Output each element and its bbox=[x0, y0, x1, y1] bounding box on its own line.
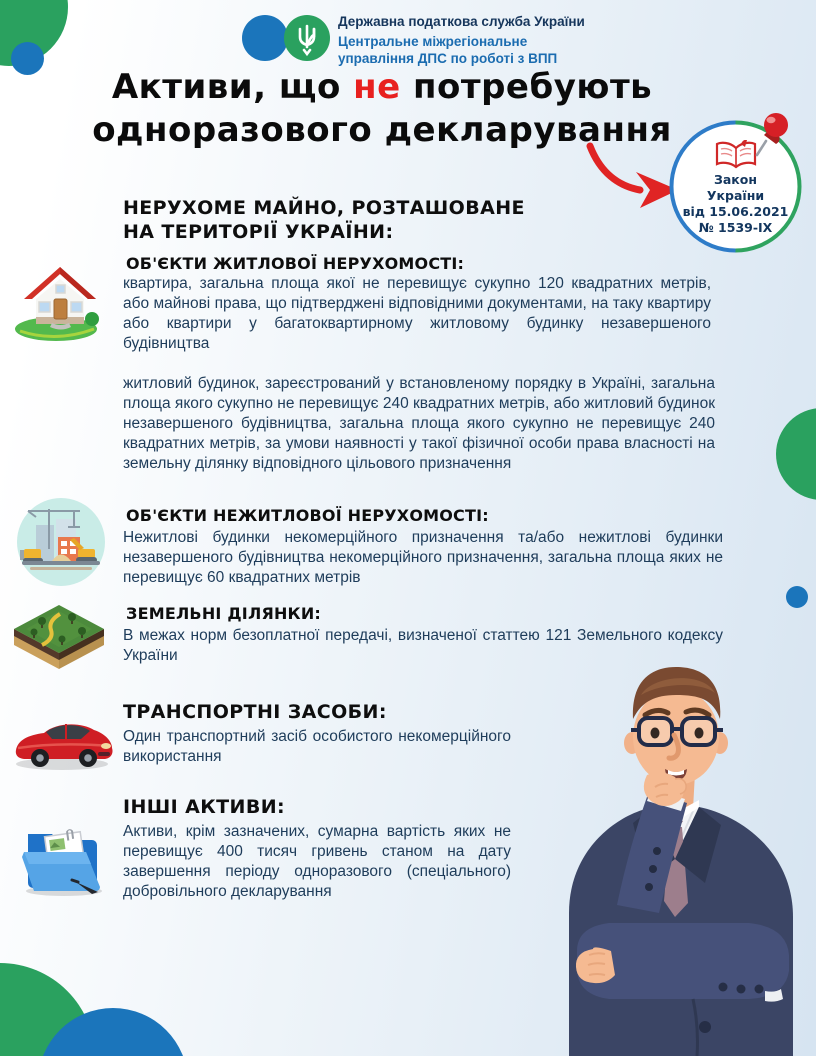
construction-site-icon bbox=[16, 497, 106, 587]
law-badge-line2: України bbox=[706, 187, 765, 203]
logo-circle-green bbox=[284, 15, 330, 61]
decor-dot-blue-right bbox=[786, 586, 808, 608]
title-part1: Активи, що bbox=[111, 67, 354, 107]
decor-circle-blue-topleft bbox=[11, 42, 44, 75]
law-book-icon bbox=[714, 140, 758, 172]
non-residential-heading: ОБ'ЄКТИ НЕЖИТЛОВОЇ НЕРУХОМОСТІ: bbox=[126, 506, 489, 525]
house-icon bbox=[12, 257, 106, 343]
org-subname-line1: Центральне міжрегіональне bbox=[338, 34, 528, 49]
title-line2: одноразового декларування bbox=[92, 110, 672, 150]
vehicles-paragraph: Один транспортний засіб особистого некомерційного використання bbox=[123, 728, 511, 765]
vehicles-heading: ТРАНСПОРТНІ ЗАСОБИ: bbox=[123, 701, 387, 723]
residential-paragraph-2: житловий будинок, зареєстрований у встановленому порядку в Україні, загальна площа якого сукупно не перевищує 240 квадратних метрів, або житловий будинок незавершеного будівництва, загальна площа якого сукупно не перевищує 240 квадратних метрів, за умови наявності у такої фізичної особи права власності на земельну ділянку відповідного цільового призначення bbox=[123, 375, 715, 472]
thinking-man-illustration bbox=[553, 655, 816, 1056]
residential-paragraph-1: квартира, загальна площа якої не перевищує сукупно 120 квадратних метрів, або майнові права, що підтверджені відповідними документами, на таку квартиру або квартири у багатоквартирному житловому будинку незавершеного будівництва bbox=[123, 275, 711, 352]
org-header bbox=[338, 13, 668, 67]
org-subname-line2: управління ДПС по роботі з ВПП bbox=[338, 51, 558, 66]
law-badge-line4: № 1539-IX bbox=[698, 219, 773, 235]
non-residential-paragraph: Нежитлові будинки некомерційного призначення та/або нежитлові будинки незавершеного будівництва некомерційного призначення, загальна площа яких не перевищує 60 квадратних метрів bbox=[123, 529, 723, 586]
title-part2: потребують bbox=[400, 67, 653, 107]
decor-circle-green-right bbox=[776, 408, 816, 500]
other-assets-paragraph: Активи, крім зазначених, сумарна вартість яких не перевищує 400 тисяч гривень станом на дату завершення періоду одноразового (спеціального) добровільного декларування bbox=[123, 823, 511, 900]
law-badge-line1: Закон bbox=[713, 171, 758, 187]
logo-circle-blue bbox=[242, 15, 288, 61]
org-name: Державна податкова служба України bbox=[338, 14, 585, 29]
title-negation: не bbox=[353, 67, 401, 107]
other-assets-heading: ІНШІ АКТИВИ: bbox=[123, 796, 286, 818]
real-estate-heading-line2: НА ТЕРИТОРІЇ УКРАЇНИ: bbox=[123, 221, 394, 243]
law-badge-line3: від 15.06.2021 bbox=[682, 203, 789, 219]
land-paragraph: В межах норм безоплатної передачі, визначеної статтею 121 Земельного кодексу України bbox=[123, 627, 723, 664]
trident-logo-icon bbox=[284, 15, 330, 61]
pushpin-icon bbox=[752, 110, 796, 160]
section-heading-real-estate bbox=[123, 196, 525, 244]
documents-folder-icon bbox=[18, 810, 110, 898]
land-heading: ЗЕМЕЛЬНІ ДІЛЯНКИ: bbox=[126, 604, 322, 623]
residential-heading: ОБ'ЄКТИ ЖИТЛОВОЇ НЕРУХОМОСТІ: bbox=[126, 254, 465, 273]
land-plot-icon bbox=[12, 601, 107, 673]
real-estate-heading-line1: НЕРУХОМЕ МАЙНО, РОЗТАШОВАНЕ bbox=[123, 197, 525, 219]
car-icon bbox=[10, 710, 118, 774]
